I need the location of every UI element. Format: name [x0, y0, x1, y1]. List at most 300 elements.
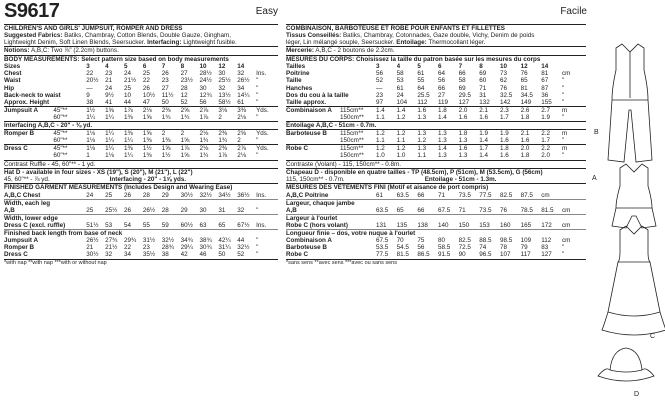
measurement-cell: 71: [479, 84, 487, 92]
finished-cell: 29: [180, 206, 188, 214]
measurement-cell: 36: [541, 91, 549, 99]
yardage-cell: 2⅝: [237, 130, 256, 138]
body-measurement-row: Hip — 24 25 26 27 28 30 32 34 ": [4, 84, 259, 92]
measurement-cell: 26: [161, 70, 169, 78]
finished-cell: 58.5: [437, 244, 451, 252]
size-cell: 14: [237, 63, 245, 71]
yardage-row: 60"** 1 1⅛ 1¼ 1⅜ 1½ 1⅝ 1¾ 1⅞ 2⅛ ": [53, 152, 259, 160]
yardage-row: Jumpsuit A 45"** 1½ 1⅝ 1⅞ 2⅛ 2⅜ 2⅝ 2⅞ 3⅛ 3⅜ Yds.: [4, 106, 278, 114]
measurement-cell: 23: [376, 91, 384, 99]
yardage-cell: 1.9: [541, 113, 551, 121]
measurement-cell: 58½: [218, 98, 231, 106]
measurement-cell: 52: [180, 98, 188, 106]
finished-cell: 42: [180, 251, 188, 259]
yardage-cell: 1.6: [417, 106, 438, 114]
finished-cell: 31: [218, 206, 226, 214]
finished-cell: 67½: [237, 222, 250, 230]
finished-measurement-row: A,B,C Poitrine 61 63.5 66 71 73.5 77.5 82.5 87.5 cm: [286, 192, 586, 200]
measurement-cell: 127: [458, 98, 470, 106]
finished-cell: 28: [142, 191, 150, 199]
finished-cell: 71: [458, 206, 466, 214]
yardage-cell: 2⅛: [199, 145, 218, 153]
size-cell: 14: [541, 63, 549, 71]
french-column: [286, 0, 586, 267]
garment-title-fr: COMBINAISON, BARBOTEUSE ET ROBE POUR ENFANTS ET FILLETTES: [286, 24, 586, 32]
yardage-row: 60"** 1¼ 1¼ 1⅜ 1⅝ 1¾ 1¾ 1⅞ 2 2⅛ ": [53, 113, 259, 121]
yardage-cell: 1¼: [105, 145, 124, 153]
finished-measurements-header: FINISHED GARMENT MEASUREMENTS (Includes Design and Wearing Ease): [4, 183, 278, 191]
measurement-cell: 53: [396, 77, 404, 85]
yardage-cell: 1.6: [499, 152, 509, 160]
yardage-cell: 1⅝: [105, 106, 124, 114]
measurement-cell: 24½: [199, 77, 212, 85]
measurement-cell: 32: [237, 70, 245, 78]
yardage-cell: 2.0: [521, 145, 542, 153]
finished-cell: 32½: [161, 237, 174, 245]
yardage-cell: 1¼: [123, 137, 133, 145]
yardage-row: Combinaison A 115cm** 1.4 1.4 1.6 1.8 2.0 2.1 2.3 2.6 2.7 m: [286, 106, 586, 114]
size-cell: 3: [376, 63, 380, 71]
yardage-cell: 2⅜: [218, 145, 237, 153]
finished-cell: 54.5: [396, 244, 409, 252]
body-measurements-table-fr: [286, 63, 586, 106]
label-c: C: [650, 333, 656, 340]
yardage-cell: 1⅝: [142, 113, 152, 121]
measurement-cell: 21½: [123, 77, 137, 85]
finished-cell: 23: [142, 244, 150, 252]
finished-cell: 38¾: [199, 237, 212, 245]
finished-cell: 61: [376, 191, 384, 199]
yardage-cell: 1.4: [397, 106, 418, 114]
size-cell: 6: [437, 63, 442, 71]
label-b: B: [594, 129, 599, 136]
hat-header-fr: Chapeau D - disponible en quatre tailles - TP (48.5cm), P (51cm), M (53.5cm), G (56cm): [286, 168, 586, 176]
measurement-cell: 87: [541, 84, 549, 92]
yardage-cell: 1.6: [459, 145, 480, 153]
finished-cell: 24: [86, 191, 94, 199]
finished-cell: 66: [417, 206, 425, 214]
finished-cell: 83: [541, 244, 549, 252]
finished-cell: 21½: [105, 244, 118, 252]
measurement-cell: 61: [396, 84, 404, 92]
measurement-cell: 52: [376, 77, 384, 85]
measurement-cell: 25.5: [417, 91, 430, 99]
yardage-row: 60"** 1⅛ 1¼ 1¼ 1⅜ 1⅜ 1⅝ 1¾ 1¾ 2 ": [53, 137, 259, 145]
yardage-note-row: Entoilage A,B,C - 51cm - 0.7m.: [286, 122, 586, 130]
measurement-cell: 142: [499, 98, 511, 106]
yardage-row: Romper B 45"** 1⅛ 1¼ 1⅜ 1⅝ 2 2 2⅛ 2⅜ 2⅝ Yds.: [4, 130, 278, 138]
measurement-cell: 10: [123, 91, 131, 99]
garment-title: CHILDREN'S AND GIRLS' JUMPSUIT, ROMPER AND DRESS: [4, 24, 278, 32]
yardage-cell: 2⅜: [218, 130, 237, 138]
measurement-cell: 9: [86, 91, 90, 99]
measurement-cell: —: [376, 84, 383, 92]
yardage-cell: 2⅝: [181, 106, 200, 114]
measurement-cell: 76: [520, 70, 528, 78]
finished-cell: 31¼: [218, 244, 231, 252]
yardage-cell: 2: [181, 130, 200, 138]
yardage-cell: 2.0: [459, 106, 480, 114]
measurement-cell: 34.5: [520, 91, 533, 99]
yardage-cell: 2⅞: [237, 145, 256, 153]
yardage-cell: 1.4: [376, 106, 397, 114]
hat-line: 45, 60"** - ⅞ yd. Interfacing - 20" - 1⅝ yds.: [4, 175, 187, 183]
finished-cell: 87.5: [520, 191, 533, 199]
body-measurements-table: [4, 63, 278, 106]
measurement-cell: 9½: [105, 91, 114, 99]
measurement-cell: 34: [237, 84, 245, 92]
measurement-cell: 12¾: [199, 91, 212, 99]
yardage-cell: 1⅞: [124, 106, 143, 114]
size-cell: 10: [499, 63, 507, 71]
yardage-cell: 1⅜: [124, 130, 143, 138]
measurement-cell: 66: [458, 70, 466, 78]
measurement-cell: 24: [105, 84, 113, 92]
yardage-cell: 2⅛: [143, 106, 162, 114]
yardage-cell: 1⅞: [218, 152, 228, 160]
yardage-cell: 2.1: [521, 130, 542, 138]
yardage-cell: 1¾: [161, 113, 171, 121]
finished-cell: 26: [123, 206, 131, 214]
size-cell: 10: [199, 63, 207, 71]
size-cell: 12: [218, 63, 226, 71]
size-cell: 12: [520, 63, 528, 71]
measurement-cell: 23½: [180, 77, 193, 85]
fabrics-line-2: Lightweight Denim, Soft Linen Blends, Seersucker. Interfacing: Lightweight fusible.: [4, 39, 237, 47]
measurement-cell: 132: [479, 98, 490, 106]
finished-cell: 81.5: [396, 251, 409, 259]
finished-measurement-row: Dress C 30½ 32 34 35½ 38 42 46 50 52 ": [4, 251, 259, 259]
yardage-cell: 1.4: [437, 113, 447, 121]
size-cell: 7: [458, 63, 463, 71]
yardage-cell: 1.6: [499, 137, 509, 145]
finished-cell: 63.5: [396, 191, 409, 199]
finished-measurement-row: Robe C (hors volant) 131 135 138 140 150 153 160 165 172 cm: [286, 222, 571, 230]
body-measurement-row: Back-neck to waist 9 9½ 10 10½ 11½ 12 12¾ 13½ 14¼ ": [4, 91, 259, 99]
yardage-cell: 1.9: [479, 130, 500, 138]
finished-cell: 34: [123, 251, 131, 259]
measurement-cell: 155: [541, 98, 552, 106]
finished-cell: 138: [417, 222, 428, 230]
finished-cell: 140: [437, 222, 449, 230]
measurement-cell: 30: [199, 84, 207, 92]
yardage-cell: 1.6: [479, 113, 489, 121]
measurement-cell: 28: [180, 84, 188, 92]
finished-cell: 32½: [199, 191, 212, 199]
yardage-cell: 1⅛: [86, 137, 95, 145]
measurement-cell: —: [86, 84, 93, 92]
measurement-cell: 27: [180, 70, 188, 78]
yardage-cell: 1.2: [397, 130, 418, 138]
measurement-cell: 21: [105, 77, 113, 85]
finished-cell: 22: [123, 244, 131, 252]
finished-cell: 29: [161, 191, 169, 199]
finished-measurement-row: Finished back length from base of neck: [4, 230, 278, 238]
fabrics-line-fr: Tissus Conseillés: Batiks, Chambray, Cotonnades, Gaze double, Vichy, Denim de poids: [286, 32, 535, 40]
yardage-cell: 1¾: [218, 137, 228, 145]
finished-cell: 150: [458, 222, 470, 230]
yardage-cell: 1⅝: [162, 145, 181, 153]
finished-cell: 135: [396, 222, 408, 230]
finished-cell: 172: [541, 222, 552, 230]
finished-measurement-row: A,B 25 25½ 26 26½ 28 29 30 31 32 ": [4, 206, 259, 214]
measurement-cell: 104: [396, 98, 408, 106]
yardage-cell: 2.6: [521, 106, 542, 114]
yardage-cell: 1.2: [376, 145, 397, 153]
body-measurement-row: Poitrine 56 58 61 64 66 69 73 76 81 cm: [286, 70, 571, 78]
yardage-cell: 1¾: [199, 137, 209, 145]
finished-measurement-row: Width, lower edge: [4, 214, 278, 222]
measurement-cell: 26: [142, 84, 150, 92]
yardage-cell: 1.4: [479, 137, 489, 145]
measurement-cell: 29.5: [458, 91, 471, 99]
finished-measurement-row: Romper B 21 21½ 22 23 28¾ 29¼ 30¾ 31¼ 32½ ": [4, 244, 259, 252]
measurement-cell: 26½: [237, 77, 250, 85]
yardage-cell: 2⅛: [199, 130, 218, 138]
body-measurement-row: Chest 22 23 24 25 26 27 28½ 30 32 Ins.: [4, 70, 267, 78]
measurement-cell: 67: [541, 77, 549, 85]
finished-cell: 27¾: [105, 237, 118, 245]
fabrics-line-2-fr: léger, Lin mélangé souple, Seersucker. Entoilage: Thermocollant léger.: [286, 39, 486, 47]
yardage-cell: 1.3: [458, 137, 468, 145]
finished-cell: 26: [123, 191, 131, 199]
measurement-cell: 55: [417, 77, 425, 85]
finished-measurement-row: Dress C (excl. ruffle) 51½ 53 54 55 59 60½ 63 65 67½ Ins.: [4, 222, 267, 230]
size-cell: 6: [142, 63, 147, 71]
measurement-cell: 24: [396, 91, 404, 99]
measurement-cell: 56: [199, 98, 207, 106]
finished-cell: 75: [417, 237, 425, 245]
finished-cell: 98.5: [499, 237, 513, 245]
finished-cell: 29¼: [180, 244, 193, 252]
finished-cell: 90: [458, 251, 466, 259]
measurement-cell: 119: [437, 98, 449, 106]
yardage-cell: 3⅜: [237, 106, 256, 114]
finished-measurements-table-fr: [286, 192, 586, 259]
yardage-cell: 1: [86, 152, 90, 160]
yardage-cell: 2.0: [541, 152, 551, 160]
label-a: A: [592, 175, 597, 182]
yardage-cell: 1½: [86, 106, 105, 114]
dress-c-drawing: [602, 226, 665, 335]
yardage-cell: 1.1: [396, 137, 406, 145]
finished-cell: 160: [499, 222, 511, 230]
finished-cell: 65: [218, 222, 226, 230]
yardage-table-fr: [286, 106, 586, 160]
yardage-cell: 1.3: [437, 152, 447, 160]
yardage-cell: 1⅜: [142, 152, 152, 160]
body-measurement-row: Taille approx. 97 104 112 119 127 132 142 149 155 ": [286, 98, 565, 106]
difficulty-level-fr: Facile: [560, 6, 587, 17]
finished-cell: 25: [86, 206, 94, 214]
finished-cell: 32: [237, 206, 245, 214]
finished-cell: 26½: [86, 237, 99, 245]
finished-cell: 30½: [180, 191, 193, 199]
yardage-cell: 1.3: [458, 152, 468, 160]
yardage-cell: 1.7: [479, 145, 500, 153]
measurement-cell: 65: [520, 77, 528, 85]
finished-cell: 29¾: [123, 237, 137, 245]
measurement-cell: 47: [142, 98, 150, 106]
finished-cell: cm: [541, 191, 550, 199]
measurement-cell: 30: [218, 70, 226, 78]
finished-cell: 60½: [180, 222, 193, 230]
yardage-row: Dress C 45"** 1⅛ 1¼ 1⅜ 1½ 1⅝ 1⅞ 2⅛ 2⅜ 2⅞ Yds.: [4, 145, 278, 153]
measurement-cell: 32.5: [499, 91, 513, 99]
size-cell: 8: [479, 63, 483, 71]
finished-cell: 73.5: [458, 191, 471, 199]
measurement-cell: 149: [520, 98, 532, 106]
finished-cell: 72.5: [458, 244, 471, 252]
yardage-cell: 1.2: [397, 145, 418, 153]
measurement-cell: 31: [479, 91, 487, 99]
finished-measurement-row: Longueur finie – dos, votre nuque à l'ourlet: [286, 230, 586, 238]
finished-cell: 78.5: [520, 206, 533, 214]
finished-measurement-row: Robe C 77.5 81.5 86.5 91.5 90 96.5 107 117 127 ": [286, 251, 565, 259]
yardage-cell: 1⅛: [105, 152, 114, 160]
size-cell: 7: [161, 63, 166, 71]
finished-measurement-row: Barboteuse B 53.5 54.5 56 58.5 72.5 74 78 79 83 ": [286, 244, 565, 252]
hat-d-drawing: [598, 348, 654, 381]
yardage-cell: 1⅝: [180, 137, 190, 145]
measurement-cell: 13½: [218, 91, 231, 99]
yardage-cell: 1½: [161, 152, 171, 160]
yardage-cell: 2: [162, 130, 181, 138]
yardage-cell: 1.6: [520, 137, 530, 145]
measurement-cell: 24: [123, 70, 131, 78]
yardage-cell: 1.3: [417, 113, 427, 121]
finished-measurement-row: A,B 63.5 65 66 67.5 71 73.5 76 78.5 81.5 cm: [286, 206, 571, 214]
yardage-row: Barboteuse B 115cm** 1.2 1.2 1.3 1.3 1.8 1.9 1.9 2.1 2.2 m: [286, 130, 586, 138]
finished-cell: 112: [541, 237, 552, 245]
yardage-cell: 2.3: [500, 106, 521, 114]
finished-cell: 42¼: [218, 237, 231, 245]
finished-cell: 82.5: [499, 191, 513, 199]
garment-line-art: [590, 40, 665, 409]
yardage-cell: 1.8: [459, 130, 480, 138]
yardage-cell: 1⅜: [161, 137, 171, 145]
finished-cell: 88.5: [479, 237, 492, 245]
garment-illustrations: [590, 40, 665, 409]
finished-cell: 77.5: [479, 191, 492, 199]
measurement-cell: 50: [161, 98, 169, 106]
size-cell: 8: [180, 63, 185, 71]
finished-cell: 38: [161, 251, 169, 259]
measurement-cell: 66: [437, 84, 445, 92]
finished-cell: 165: [520, 222, 532, 230]
finished-cell: 76: [499, 206, 507, 214]
size-cell: 4: [105, 63, 109, 71]
measurement-cell: 69: [479, 70, 487, 78]
yardage-cell: 1⅝: [180, 152, 190, 160]
finished-cell: 31½: [142, 237, 156, 245]
measurement-cell: 41: [105, 98, 113, 106]
yardage-cell: 1.0: [396, 152, 406, 160]
measurement-cell: 27: [161, 84, 169, 92]
finished-cell: 44: [237, 237, 245, 245]
yardage-cell: 1.8: [438, 106, 459, 114]
size-cell: 3: [86, 63, 90, 71]
yardage-cell: 3⅛: [218, 106, 237, 114]
yardage-cell: 1.8: [520, 152, 530, 160]
yardage-cell: 1.9: [500, 130, 521, 138]
finished-cell: 34¾: [180, 237, 193, 245]
measurement-cell: 20½: [86, 77, 99, 85]
finished-cell: 74: [479, 244, 487, 252]
romper-b-drawing: [612, 164, 656, 228]
measurement-cell: 22: [86, 70, 94, 78]
header-fr: [286, 0, 586, 24]
finished-cell: 26½: [142, 206, 156, 214]
finished-cell: 153: [479, 222, 490, 230]
finished-cell: 28: [161, 206, 169, 214]
finished-measurement-row: Largeur, chaque jambe: [286, 199, 586, 207]
yardage-cell: 1¼: [105, 137, 114, 145]
yardage-cell: 1.4: [479, 152, 489, 160]
yardage-cell: 1⅜: [123, 113, 133, 121]
yardage-cell: 2⅞: [199, 106, 218, 114]
finished-cell: 66: [417, 191, 425, 199]
finished-measurement-row: A,B,C Chest 24 25 26 28 29 30½ 32½ 34½ 36½ Ins.: [4, 191, 267, 199]
yardage-cell: 1.1: [417, 152, 427, 160]
yardage-cell: 2.2: [541, 130, 562, 138]
measurement-cell: 81: [520, 84, 528, 92]
yardage-cell: 1⅞: [181, 145, 200, 153]
finished-cell: 25½: [105, 206, 118, 214]
finished-cell: 80: [437, 237, 445, 245]
yardage-cell: 1¼: [123, 152, 133, 160]
yardage-table: [4, 106, 278, 160]
finished-measurements-header-fr: MESURES DES VÊTEMENTS FINI (Motif et aisance de port compris): [286, 183, 586, 191]
yardage-cell: 1.3: [417, 145, 438, 153]
finished-cell: 82.5: [458, 237, 471, 245]
finished-cell: 107: [499, 251, 511, 259]
finished-cell: 127: [541, 251, 552, 259]
measurement-cell: 56: [437, 77, 445, 85]
sizes-row: Tailles 3 4 5 6 7 8 10 12 14: [286, 63, 586, 70]
measurement-cell: 28½: [199, 70, 212, 78]
measurement-cell: 32: [218, 84, 226, 92]
yardage-cell: 1⅝: [143, 130, 162, 138]
finished-cell: 36½: [237, 191, 250, 199]
pattern-code: S9617: [4, 0, 60, 22]
yardage-cell: 2: [218, 113, 222, 121]
finished-cell: 35½: [142, 251, 156, 259]
body-measurement-row: Dos du cou à la taille 23 24 25.5 27 29.5 31 32.5 34.5 36 ": [286, 91, 565, 99]
measurement-cell: 62: [499, 77, 507, 85]
measurement-cell: 60: [479, 77, 487, 85]
finished-cell: 32½: [237, 244, 250, 252]
finished-cell: 81.5: [541, 206, 554, 214]
measurement-cell: 61: [417, 70, 425, 78]
hat-line-fr: 115, 150cm** - 0.7m. Entoilage - 51cm - 1.3m.: [286, 175, 497, 183]
yardage-cell: 2.2: [541, 145, 562, 153]
jumpsuit-a-drawing: [608, 44, 652, 162]
measurement-cell: 64: [437, 70, 445, 78]
yardage-cell: 1⅜: [142, 137, 152, 145]
yardage-cell: 1.7: [541, 137, 551, 145]
measurement-cell: 10½: [142, 91, 156, 99]
finished-cell: 50: [218, 251, 226, 259]
finished-measurement-row: Jumpsuit A 26½ 27¾ 29¾ 31½ 32½ 34¾ 38¾ 42¼ 44 ": [4, 237, 259, 245]
yardage-cell: 1⅜: [124, 145, 143, 153]
yardage-note-row: Interfacing A,B,C - 20" - ⅜ yd.: [4, 122, 278, 130]
measurement-cell: 44: [123, 98, 131, 106]
finished-cell: 53.5: [376, 244, 389, 252]
measurement-cell: 23: [161, 77, 169, 85]
finished-measurement-row: Combinaison A 67.5 70 75 80 82.5 88.5 98.5 109 112 cm: [286, 237, 571, 245]
finished-measurements-table: [4, 192, 278, 259]
